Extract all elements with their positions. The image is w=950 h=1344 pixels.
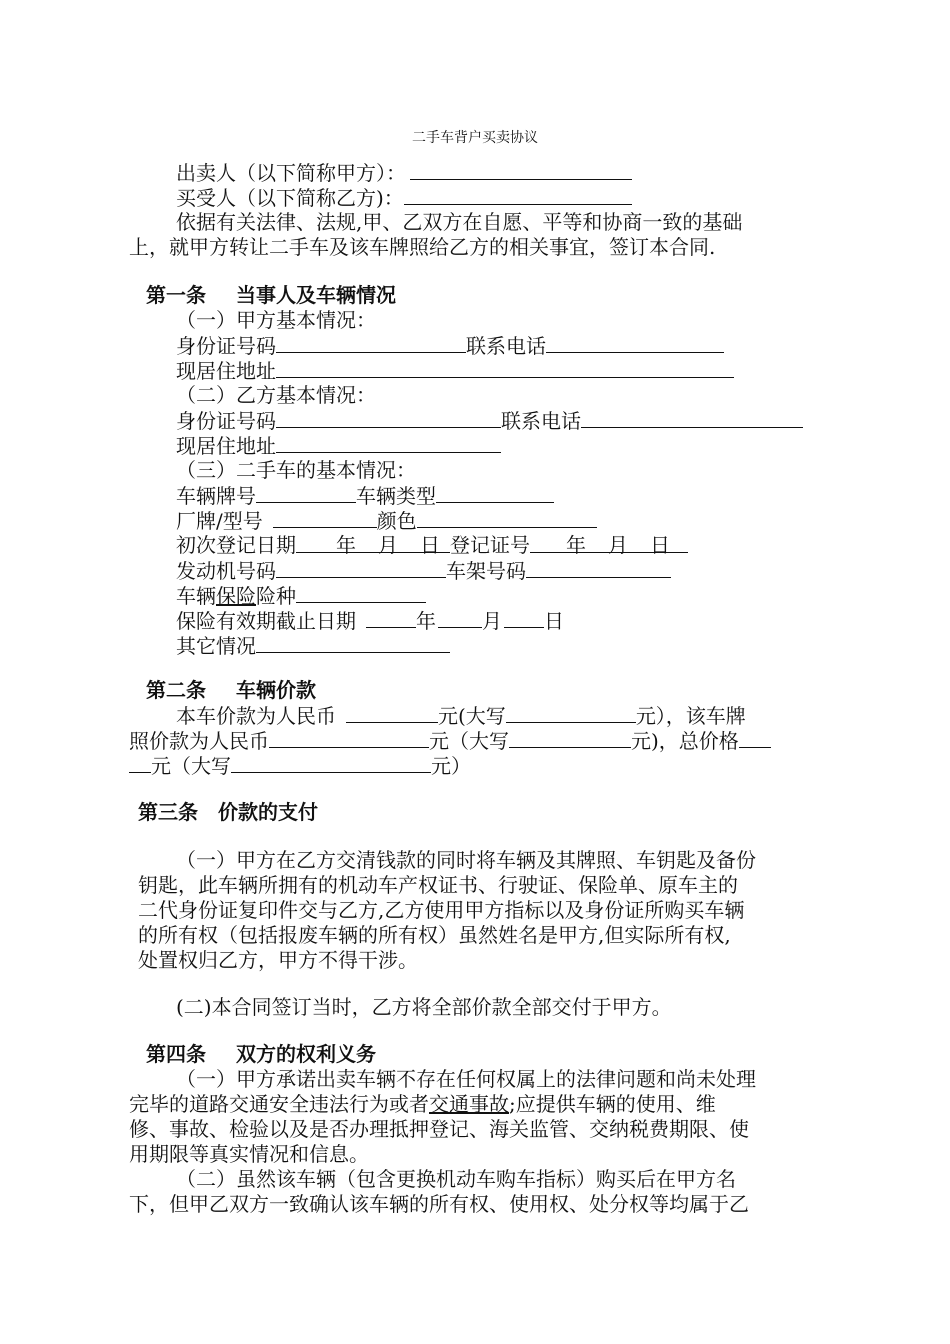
first-registration-blank[interactable] — [296, 533, 450, 557]
first-reg-month: 月 — [378, 533, 398, 557]
article-2-number: 第二条 — [146, 678, 206, 702]
other-blank[interactable] — [256, 633, 450, 653]
party-b-subheading: （二）乙方基本情况： — [176, 383, 376, 407]
article-4-title: 双方的权利义务 — [236, 1042, 376, 1066]
article-4-heading — [146, 1042, 376, 1067]
price-line-3 — [129, 753, 471, 779]
reg-cert-label: 登记证号 — [450, 533, 530, 557]
brand-blank[interactable] — [273, 508, 377, 528]
first-registration-label: 初次登记日期 — [176, 533, 296, 557]
party-b-address-line — [176, 433, 501, 459]
color-blank[interactable] — [417, 508, 597, 528]
reg-cert-day: 日 — [650, 533, 670, 557]
other-line — [176, 633, 450, 659]
plate-line — [176, 483, 554, 509]
other-label: 其它情况 — [176, 634, 256, 658]
article-2-heading — [146, 678, 316, 703]
car-price-blank[interactable] — [346, 703, 438, 723]
payment-p1-line-3: 二代身份证复印件交与乙方,乙方使用甲方指标以及身份证所购买车辆 — [138, 898, 745, 922]
article-3-heading — [138, 800, 318, 825]
rights-p1-line-2-start: 完毕的道路交通安全违法行为或者 — [129, 1092, 429, 1116]
reg-cert-year: 年 — [566, 533, 586, 557]
article-1-number: 第一条 — [146, 283, 206, 307]
party-b-id-line — [176, 408, 803, 434]
article-2-title: 车辆价款 — [236, 678, 316, 702]
article-3-title: 价款的支付 — [218, 800, 318, 824]
total-price-words-blank[interactable] — [231, 753, 431, 773]
engine-frame-line — [176, 558, 671, 584]
plate-price-intro: 元），该车牌 — [635, 704, 746, 728]
vehicle-subheading: （三）二手车的基本情况： — [176, 458, 416, 482]
brand-label: 厂牌/型号 — [176, 509, 263, 533]
buyer-line — [176, 185, 632, 211]
article-4-number: 第四条 — [146, 1042, 206, 1066]
basis-line-2: 上，就甲方转让二手车及该车牌照给乙方的相关事宜，签订本合同. — [129, 235, 716, 259]
party-b-id-blank[interactable] — [276, 408, 501, 428]
plate-price-blank[interactable] — [269, 728, 429, 748]
insurance-day: 日 — [544, 609, 564, 633]
total-price-words-label: 元（大写 — [151, 754, 231, 778]
insurance-month: 月 — [482, 609, 502, 633]
insurance-type-blank[interactable] — [296, 583, 426, 603]
buyer-blank[interactable] — [404, 185, 632, 205]
plate-price-label: 照价款为人民币 — [129, 729, 269, 753]
article-1-heading — [146, 283, 396, 308]
party-b-phone-blank[interactable] — [581, 408, 803, 428]
vehicle-type-label: 车辆类型 — [356, 484, 436, 508]
first-reg-year: 年 — [336, 533, 356, 557]
basis-line-1: 依据有关法律、法规,甲、乙双方在自愿、平等和协商一致的基础 — [176, 210, 743, 234]
insurance-day-blank[interactable] — [504, 608, 544, 628]
insurance-expiry-line — [176, 608, 564, 634]
brand-line — [176, 508, 597, 534]
seller-line — [176, 160, 632, 186]
article-3-number: 第三条 — [138, 800, 198, 824]
party-a-id-label: 身份证号码 — [176, 334, 276, 358]
price-line-2 — [129, 728, 771, 754]
first-registration-line — [176, 533, 688, 558]
frame-label: 车架号码 — [446, 559, 526, 583]
rights-p2-line-2: 下，但甲乙双方一致确认该车辆的所有权、使用权、处分权等均属于乙 — [129, 1192, 749, 1216]
car-price-words-label: 元(大写 — [438, 704, 506, 728]
insurance-link[interactable]: 保险 — [216, 584, 256, 608]
article-1-title: 当事人及车辆情况 — [236, 283, 396, 307]
insurance-prefix: 车辆 — [176, 584, 216, 608]
seller-blank[interactable] — [410, 160, 632, 180]
color-label: 颜色 — [376, 509, 417, 533]
party-a-id-line — [176, 333, 724, 359]
payment-p1-line-4: 的所有权（包括报废车辆的所有权）虽然姓名是甲方,但实际所有权, — [138, 923, 731, 947]
reg-cert-blank[interactable] — [530, 533, 688, 557]
plate-blank[interactable] — [256, 483, 356, 503]
payment-p1-line-1: （一）甲方在乙方交清钱款的同时将车辆及其牌照、车钥匙及备份 — [176, 848, 756, 872]
buyer-label: 买受人（以下简称乙方)： — [176, 186, 404, 210]
insurance-year: 年 — [416, 609, 436, 633]
party-a-subheading: （一）甲方基本情况： — [176, 308, 376, 332]
party-a-phone-label: 联系电话 — [466, 334, 546, 358]
plate-price-words-label: 元（大写 — [429, 729, 509, 753]
first-reg-day: 日 — [420, 533, 440, 557]
rights-p1-line-4: 用期限等真实情况和信息。 — [129, 1142, 369, 1166]
party-b-address-label: 现居住地址 — [176, 434, 276, 458]
party-a-id-blank[interactable] — [276, 333, 466, 353]
rights-p1-line-1: （一）甲方承诺出卖车辆不存在任何权属上的法律问题和尚未处理 — [176, 1067, 756, 1091]
engine-blank[interactable] — [276, 558, 446, 578]
insurance-month-blank[interactable] — [438, 608, 482, 628]
rights-p1-line-3: 修、事故、检验以及是否办理抵押登记、海关监管、交纳税费期限、使 — [129, 1117, 749, 1141]
total-price-blank-cont[interactable] — [129, 753, 151, 773]
insurance-year-blank[interactable] — [366, 608, 416, 628]
insurance-expiry-label: 保险有效期截止日期 — [176, 609, 356, 633]
insurance-suffix: 险种 — [256, 584, 296, 608]
rights-p1-line-2 — [129, 1092, 716, 1117]
party-a-address-line — [176, 358, 734, 384]
rights-p1-line-2-end: ;应提供车辆的使用、维 — [509, 1092, 716, 1116]
party-b-phone-label: 联系电话 — [501, 409, 581, 433]
payment-p1-line-2: 钥匙，此车辆所拥有的机动车产权证书、行驶证、保险单、原车主的 — [138, 873, 738, 897]
party-a-address-label: 现居住地址 — [176, 359, 276, 383]
reg-cert-month: 月 — [608, 533, 628, 557]
price-line-1 — [176, 703, 746, 729]
total-price-label: 元)，总价格 — [631, 729, 739, 753]
vehicle-type-blank[interactable] — [436, 483, 554, 503]
rights-p2-line-1: （二）虽然该车辆（包含更换机动车购车指标）购买后在甲方名 — [176, 1167, 736, 1191]
party-a-address-blank[interactable] — [276, 358, 734, 378]
plate-label: 车辆牌号 — [176, 484, 256, 508]
total-price-blank[interactable] — [739, 728, 771, 748]
insurance-type-line — [176, 583, 426, 609]
party-b-address-blank[interactable] — [276, 433, 501, 453]
payment-p1-line-5: 处置权归乙方，甲方不得干涉。 — [138, 948, 418, 972]
frame-blank[interactable] — [526, 558, 671, 578]
plate-price-words-blank[interactable] — [509, 728, 631, 748]
engine-label: 发动机号码 — [176, 559, 276, 583]
traffic-accident-link[interactable]: 交通事故 — [429, 1092, 509, 1116]
payment-p2: (二)本合同签订当时，乙方将全部价款全部交付于甲方。 — [176, 995, 672, 1019]
car-price-label: 本车价款为人民币 — [176, 704, 336, 728]
total-price-close: 元） — [431, 754, 471, 778]
seller-label: 出卖人（以下简称甲方）： — [176, 161, 406, 185]
document-title: 二手车背户买卖协议 — [412, 130, 538, 146]
party-b-id-label: 身份证号码 — [176, 409, 276, 433]
car-price-words-blank[interactable] — [506, 703, 636, 723]
party-a-phone-blank[interactable] — [546, 333, 724, 353]
